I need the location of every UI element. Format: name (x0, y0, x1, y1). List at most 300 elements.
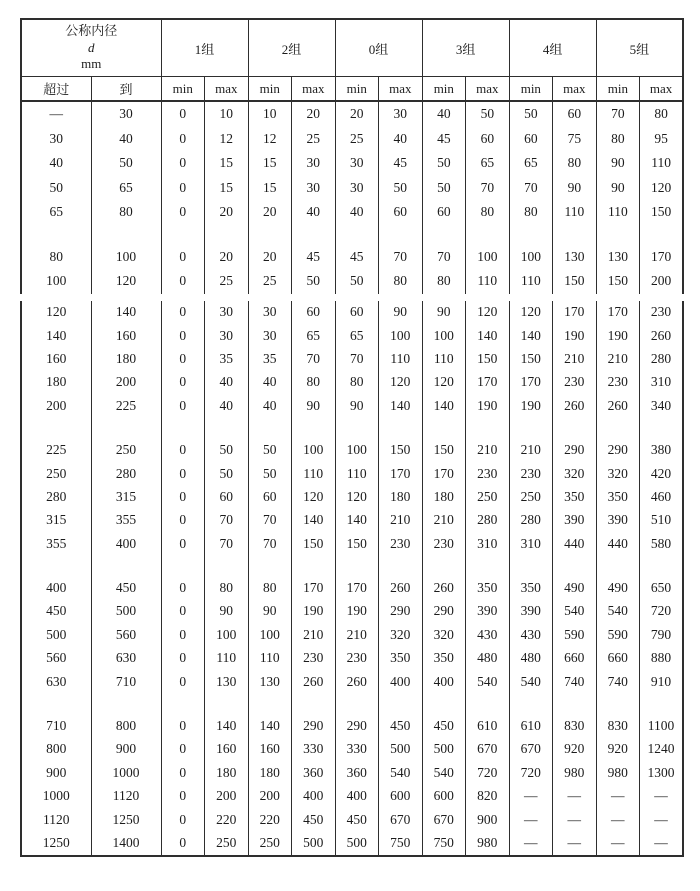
cell: 15 (205, 151, 249, 176)
cell: 355 (46, 535, 67, 551)
cell: 40 (91, 127, 161, 152)
cell: 210 (335, 623, 379, 646)
cell: 540 (466, 670, 510, 693)
cell: 210 (596, 347, 640, 370)
cell: 170 (509, 371, 553, 394)
cell (21, 693, 91, 714)
cell: 920 (553, 738, 597, 761)
cell (379, 417, 423, 438)
cell: 900 (46, 764, 67, 780)
cell (205, 225, 249, 245)
cell: 0 (161, 761, 205, 784)
cell: 45 (422, 127, 466, 152)
cell: 50 (509, 101, 553, 127)
to-header: 到 (91, 77, 161, 102)
cell: 100 (379, 324, 423, 347)
cell: 40 (49, 155, 63, 171)
cell: — (596, 808, 640, 831)
cell: 65 (335, 324, 379, 347)
cell: 560 (46, 650, 67, 666)
cell: 190 (596, 324, 640, 347)
table-row (21, 371, 683, 394)
cell: 310 (466, 532, 510, 555)
cell: 660 (596, 647, 640, 670)
table-row (21, 101, 683, 127)
cell: 70 (466, 176, 510, 201)
cell: 180 (205, 761, 249, 784)
cell: 150 (553, 269, 597, 294)
cell: 110 (292, 462, 336, 485)
table-row (21, 532, 683, 555)
cell: 120 (335, 485, 379, 508)
cell: 10 (248, 101, 292, 127)
cell: 350 (509, 576, 553, 599)
cell (379, 555, 423, 576)
cell: 280 (46, 488, 67, 504)
cell: 70 (205, 532, 249, 555)
cell: 50 (292, 269, 336, 294)
max-header: max (640, 77, 684, 102)
spacer-row (21, 693, 683, 714)
cell: 25 (335, 127, 379, 152)
cell: 600 (379, 785, 423, 808)
diameter-unit: mm (81, 56, 102, 72)
cell: 30 (379, 101, 423, 127)
cell: 170 (640, 245, 684, 270)
cell: 80 (49, 248, 63, 264)
cell: 190 (553, 324, 597, 347)
cell: 230 (640, 301, 684, 324)
table-row (21, 714, 683, 737)
cell: 50 (248, 462, 292, 485)
cell (509, 693, 553, 714)
table-row (21, 600, 683, 623)
min-header: min (248, 77, 292, 102)
cell: 1000 (91, 761, 161, 784)
cell: 220 (248, 808, 292, 831)
cell (640, 693, 684, 714)
cell: 430 (466, 623, 510, 646)
cell: 70 (422, 245, 466, 270)
cell: 330 (335, 738, 379, 761)
cell: 0 (161, 785, 205, 808)
max-header: max (553, 77, 597, 102)
cell: 650 (640, 576, 684, 599)
cell: 200 (91, 371, 161, 394)
cell: 30 (248, 301, 292, 324)
cell: 90 (248, 600, 292, 623)
cell (248, 417, 292, 438)
cell: 140 (292, 509, 336, 532)
spacer-row (21, 555, 683, 576)
cell: 0 (161, 485, 205, 508)
cell: 50 (49, 179, 63, 195)
cell: 290 (422, 600, 466, 623)
cell: 440 (553, 532, 597, 555)
cell: 380 (640, 438, 684, 461)
cell: 110 (466, 269, 510, 294)
cell: 0 (161, 647, 205, 670)
cell: 210 (509, 438, 553, 461)
cell: 480 (509, 647, 553, 670)
cell (422, 225, 466, 245)
cell: 75 (553, 127, 597, 152)
cell: 280 (509, 509, 553, 532)
cell: 95 (640, 127, 684, 152)
cell: 0 (161, 623, 205, 646)
cell: 100 (335, 438, 379, 461)
cell: 1120 (91, 785, 161, 808)
cell: 500 (292, 831, 336, 855)
cell: 140 (422, 394, 466, 417)
min-header: min (422, 77, 466, 102)
cell: 90 (379, 301, 423, 324)
cell: 60 (292, 301, 336, 324)
cell (161, 225, 205, 245)
diameter-symbol: d (88, 39, 95, 55)
cell: 0 (161, 394, 205, 417)
cell: 315 (91, 485, 161, 508)
cell: 250 (466, 485, 510, 508)
cell: 20 (205, 245, 249, 270)
cell (292, 225, 336, 245)
cell: 340 (640, 394, 684, 417)
cell: 250 (248, 831, 292, 855)
cell: 280 (466, 509, 510, 532)
cell: — (553, 831, 597, 855)
cell: 25 (292, 127, 336, 152)
table-row (21, 623, 683, 646)
cell: 580 (640, 532, 684, 555)
cell: 50 (422, 151, 466, 176)
cell (466, 693, 510, 714)
cell: 290 (379, 600, 423, 623)
cell: 750 (422, 831, 466, 855)
cell (91, 225, 161, 245)
cell: 140 (248, 714, 292, 737)
cell: 30 (205, 301, 249, 324)
cell: 160 (46, 350, 67, 366)
cell: 230 (509, 462, 553, 485)
cell: 65 (466, 151, 510, 176)
cell: 50 (466, 101, 510, 127)
cell: 140 (46, 327, 67, 343)
cell: 400 (91, 532, 161, 555)
cell: 30 (91, 101, 161, 127)
cell: 100 (46, 273, 67, 289)
cell: 210 (379, 509, 423, 532)
cell: 0 (161, 600, 205, 623)
table-row (21, 485, 683, 508)
table-row (21, 394, 683, 417)
cell: 80 (553, 151, 597, 176)
cell: 50 (248, 438, 292, 461)
cell: 450 (379, 714, 423, 737)
cell (640, 417, 684, 438)
cell: 590 (553, 623, 597, 646)
cell: 140 (509, 324, 553, 347)
cell: 310 (509, 532, 553, 555)
cell: 1250 (42, 835, 70, 850)
cell: 150 (292, 532, 336, 555)
cell: 710 (46, 718, 67, 734)
cell: 100 (422, 324, 466, 347)
cell: 400 (422, 670, 466, 693)
cell: 0 (161, 101, 205, 127)
cell: 110 (379, 347, 423, 370)
cell: 0 (161, 269, 205, 294)
cell: 150 (335, 532, 379, 555)
max-header: max (292, 77, 336, 102)
cell: 50 (205, 438, 249, 461)
cell: 170 (596, 301, 640, 324)
cell: 200 (248, 785, 292, 808)
cell: — (553, 785, 597, 808)
cell: 0 (161, 462, 205, 485)
cell (248, 555, 292, 576)
cell: 12 (205, 127, 249, 152)
cell: 140 (205, 714, 249, 737)
cell: 980 (596, 761, 640, 784)
cell: 0 (161, 438, 205, 461)
cell: 170 (466, 371, 510, 394)
spacer-row (21, 225, 683, 245)
cell: 200 (46, 397, 67, 413)
cell: 90 (596, 151, 640, 176)
group-header: 3组 (422, 19, 509, 77)
cell: 500 (91, 600, 161, 623)
table-row (21, 576, 683, 599)
cell: 150 (422, 438, 466, 461)
cell (91, 555, 161, 576)
cell: 450 (46, 603, 67, 619)
diameter-label: 公称内径 (65, 22, 118, 38)
cell: 670 (422, 808, 466, 831)
cell: 190 (466, 394, 510, 417)
cell (466, 225, 510, 245)
cell: 180 (46, 374, 67, 390)
cell: 150 (509, 347, 553, 370)
cell: 0 (161, 347, 205, 370)
cell: 110 (596, 200, 640, 225)
cell: 190 (509, 394, 553, 417)
cell: 540 (379, 761, 423, 784)
cell: 0 (161, 324, 205, 347)
cell: 0 (161, 808, 205, 831)
cell: 130 (596, 245, 640, 270)
cell: 80 (379, 269, 423, 294)
cell: 180 (91, 347, 161, 370)
cell: 440 (596, 532, 640, 555)
cell: 920 (596, 738, 640, 761)
cell: 110 (335, 462, 379, 485)
cell: 260 (422, 576, 466, 599)
cell: 600 (422, 785, 466, 808)
cell: 70 (248, 509, 292, 532)
cell: 720 (640, 600, 684, 623)
cell: 560 (91, 623, 161, 646)
cell: — (509, 831, 553, 855)
cell: 200 (205, 785, 249, 808)
clearance-table-upper-section (20, 18, 684, 294)
table-row (21, 462, 683, 485)
cell (335, 693, 379, 714)
cell: 130 (248, 670, 292, 693)
cell: 210 (553, 347, 597, 370)
cell: 190 (292, 600, 336, 623)
cell: 350 (379, 647, 423, 670)
cell: 170 (335, 576, 379, 599)
cell (205, 693, 249, 714)
cell: 450 (91, 576, 161, 599)
cell (379, 225, 423, 245)
cell: 540 (596, 600, 640, 623)
cell: 610 (466, 714, 510, 737)
cell: 65 (509, 151, 553, 176)
cell: 670 (509, 738, 553, 761)
cell: — (509, 785, 553, 808)
cell: 450 (422, 714, 466, 737)
cell: 40 (292, 200, 336, 225)
table-row (21, 785, 683, 808)
cell: 0 (161, 200, 205, 225)
cell: 50 (379, 176, 423, 201)
cell: 740 (553, 670, 597, 693)
cell: 230 (379, 532, 423, 555)
cell: 1400 (91, 831, 161, 855)
cell: 0 (161, 371, 205, 394)
cell (91, 693, 161, 714)
cell: 360 (335, 761, 379, 784)
cell: 910 (640, 670, 684, 693)
cell: 40 (205, 394, 249, 417)
cell: 320 (422, 623, 466, 646)
min-header: min (161, 77, 205, 102)
spacer-row (21, 417, 683, 438)
cell: 110 (509, 269, 553, 294)
cell (553, 225, 597, 245)
over-header: 超过 (21, 77, 91, 102)
min-header: min (335, 77, 379, 102)
cell: 260 (596, 394, 640, 417)
cell: 70 (335, 347, 379, 370)
cell: 230 (292, 647, 336, 670)
cell: 120 (292, 485, 336, 508)
min-header: min (596, 77, 640, 102)
cell: 220 (205, 808, 249, 831)
cell: 35 (248, 347, 292, 370)
cell: 20 (335, 101, 379, 127)
cell (422, 555, 466, 576)
cell: 25 (205, 269, 249, 294)
cell: 500 (335, 831, 379, 855)
cell: 480 (466, 647, 510, 670)
cell: 230 (553, 371, 597, 394)
cell: 15 (205, 176, 249, 201)
cell: 355 (91, 509, 161, 532)
cell (21, 417, 91, 438)
cell: 170 (422, 462, 466, 485)
cell: — (640, 808, 684, 831)
cell: 250 (91, 438, 161, 461)
cell: 25 (248, 269, 292, 294)
cell: 40 (248, 371, 292, 394)
cell: 70 (509, 176, 553, 201)
cell (596, 225, 640, 245)
cell: 110 (422, 347, 466, 370)
cell: 90 (205, 600, 249, 623)
cell: 0 (161, 576, 205, 599)
cell (161, 555, 205, 576)
cell: 290 (553, 438, 597, 461)
cell: 820 (466, 785, 510, 808)
cell: 230 (422, 532, 466, 555)
cell: 540 (509, 670, 553, 693)
cell: 65 (91, 176, 161, 201)
cell: 100 (205, 623, 249, 646)
cell: 1240 (640, 738, 684, 761)
cell: 670 (466, 738, 510, 761)
cell (466, 555, 510, 576)
cell: 30 (335, 151, 379, 176)
cell: 80 (466, 200, 510, 225)
cell: 225 (46, 442, 67, 458)
cell: 400 (292, 785, 336, 808)
cell (466, 417, 510, 438)
cell: 500 (422, 738, 466, 761)
cell: 45 (335, 245, 379, 270)
table-header (21, 19, 683, 101)
table-row (21, 301, 683, 324)
cell: 30 (205, 324, 249, 347)
cell: 500 (46, 626, 67, 642)
cell: 45 (292, 245, 336, 270)
cell: 40 (422, 101, 466, 127)
cell: 790 (640, 623, 684, 646)
table-row (21, 200, 683, 225)
cell (335, 417, 379, 438)
cell: 610 (509, 714, 553, 737)
cell (553, 417, 597, 438)
cell: 260 (553, 394, 597, 417)
cell: 260 (640, 324, 684, 347)
table-body (21, 301, 683, 856)
cell: 1300 (640, 761, 684, 784)
cell: 510 (640, 509, 684, 532)
cell: 330 (292, 738, 336, 761)
cell: 40 (379, 127, 423, 152)
cell: 80 (422, 269, 466, 294)
cell: 390 (596, 509, 640, 532)
cell: 250 (46, 465, 67, 481)
cell: 12 (248, 127, 292, 152)
cell: 390 (509, 600, 553, 623)
cell: 30 (335, 176, 379, 201)
cell: 15 (248, 176, 292, 201)
cell: 60 (379, 200, 423, 225)
cell: 750 (379, 831, 423, 855)
cell: 180 (422, 485, 466, 508)
cell: — (49, 106, 63, 122)
cell: 30 (292, 176, 336, 201)
cell: 130 (205, 670, 249, 693)
cell (248, 225, 292, 245)
cell: 20 (205, 200, 249, 225)
cell: 160 (205, 738, 249, 761)
cell: 320 (553, 462, 597, 485)
cell: 830 (596, 714, 640, 737)
cell: 350 (422, 647, 466, 670)
